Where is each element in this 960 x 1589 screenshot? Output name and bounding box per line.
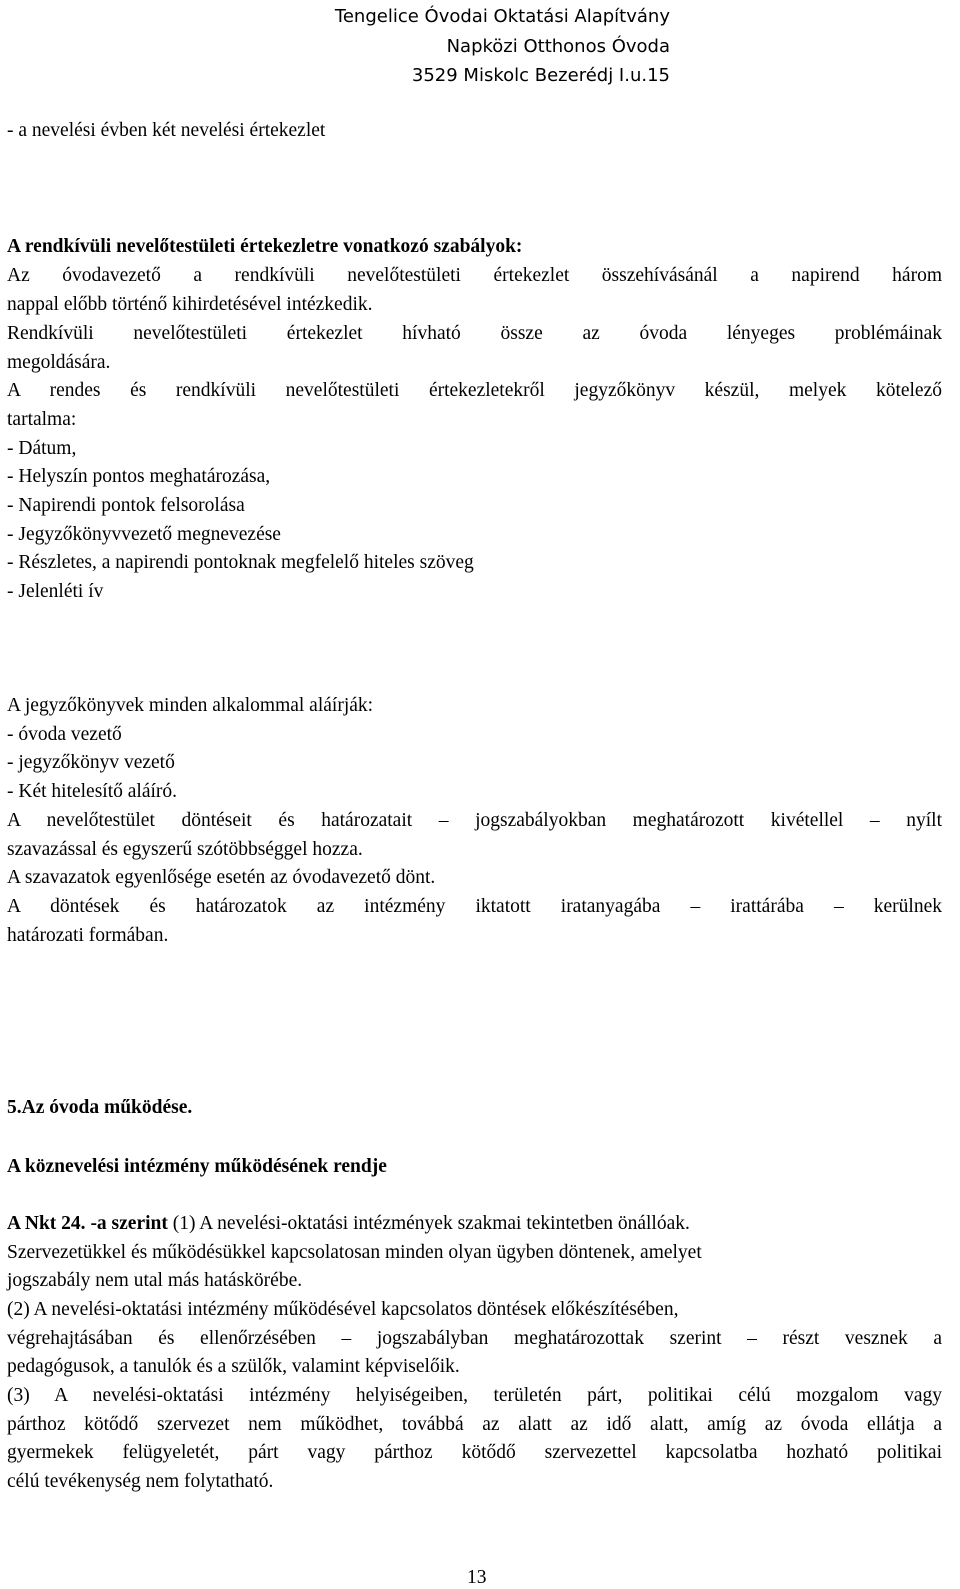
paragraph-line: pedagógusok, a tanulók és a szülők, valamint képviselőik. (7, 1356, 460, 1377)
paragraph-line: (2) A nevelési-oktatási intézmény működésével kapcsolatos döntések előkészítésében, (7, 1299, 679, 1320)
paragraph-line: A rendes és rendkívüli nevelőtestületi értekezletekről jegyzőkönyv készül, melyek kötelező (7, 380, 942, 401)
nkt-reference: A Nkt 24. (7, 1213, 86, 1234)
list-item: - Két hitelesítő aláíró. (7, 781, 178, 802)
header-institution: Napközi Otthonos Óvoda (446, 36, 670, 57)
nkt-text: (1) A nevelési-oktatási intézmények szakmai tekintetben önállóak. (172, 1213, 690, 1234)
section-heading-rendkivuli: A rendkívüli nevelőtestületi értekezletre vonatkozó szabályok: (7, 236, 523, 257)
list-item: - Napirendi pontok felsorolása (7, 495, 245, 516)
list-item: - Dátum, (7, 438, 77, 459)
paragraph-line: Szervezetükkel és működésükkel kapcsolatosan minden olyan ügyben döntenek, amelyet (7, 1242, 702, 1263)
paragraph-line: Az óvodavezető a rendkívüli nevelőtestületi értekezlet összehívásánál a napirend három (7, 265, 942, 286)
paragraph-line: gyermekek felügyeletét, párt vagy párthoz kötődő szervezettel kapcsolatba hozható politikai (7, 1442, 942, 1463)
paragraph-line: határozati formában. (7, 925, 169, 946)
paragraph-line: párthoz kötődő szervezet nem működhet, továbbá az alatt az idő alatt, amíg az óvoda ellátja a (7, 1414, 942, 1435)
paragraph-line: jogszabály nem utal más hatáskörébe. (7, 1270, 303, 1291)
list-item: - Jegyzőkönyvvezető megnevezése (7, 524, 281, 545)
intro-line: - a nevelési évben két nevelési értekezlet (7, 120, 326, 141)
list-item: - Helyszín pontos meghatározása, (7, 466, 271, 487)
paragraph-line: (3) A nevelési-oktatási intézmény helyiségeiben, területén párt, politikai célú mozgalom vagy (7, 1385, 942, 1406)
paragraph-line: célú tevékenység nem folytatható. (7, 1471, 274, 1492)
paragraph-line: nappal előbb történő kihirdetésével intézkedik. (7, 294, 373, 315)
signatures-intro: A jegyzőkönyvek minden alkalommal aláírják: (7, 695, 374, 716)
subheading: A köznevelési intézmény működésének rendje (7, 1156, 387, 1177)
list-item: - Jelenléti ív (7, 581, 104, 602)
paragraph-line: megoldására. (7, 352, 111, 373)
nkt-reference-suffix: -a szerint (90, 1213, 168, 1234)
page-number: 13 (467, 1567, 487, 1588)
header-org-name: Tengelice Óvodai Oktatási Alapítvány (334, 6, 670, 27)
paragraph-line: szavazással és egyszerű szótöbbséggel hozza. (7, 839, 363, 860)
paragraph-line: tartalma: (7, 409, 77, 430)
paragraph-line: A szavazatok egyenlősége esetén az óvodavezető dönt. (7, 867, 436, 888)
list-item: - Részletes, a napirendi pontoknak megfelelő hiteles szöveg (7, 552, 474, 573)
paragraph-line: Rendkívüli nevelőtestületi értekezlet hívható össze az óvoda lényeges problémáinak (7, 323, 942, 344)
paragraph-line: A nevelőtestület döntéseit és határozatait – jogszabályokban meghatározott kivétellel – nyílt (7, 810, 942, 831)
paragraph-line: A döntések és határozatok az intézmény iktatott iratanyagába – irattárába – kerülnek (7, 896, 942, 917)
section-heading-mukodes: 5.Az óvoda működése. (7, 1097, 193, 1118)
paragraph-line: végrehajtásában és ellenőrzésében – jogszabályban meghatározottak szerint – részt vesznek a (7, 1328, 942, 1349)
nkt-paragraph-line (7, 1214, 690, 1234)
list-item: - óvoda vezető (7, 724, 122, 745)
list-item: - jegyzőkönyv vezető (7, 752, 175, 773)
header-address: 3529 Miskolc Bezerédj I.u.15 (411, 65, 670, 86)
